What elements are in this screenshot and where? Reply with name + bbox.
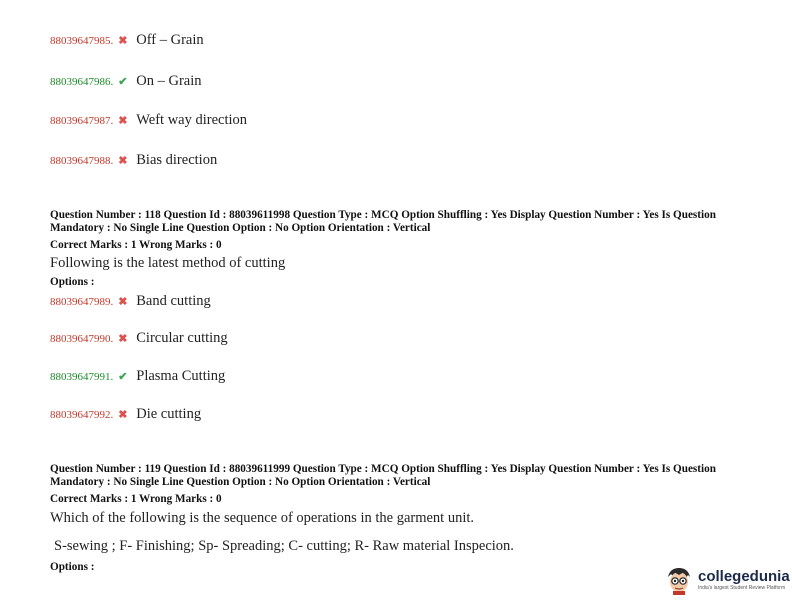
question-text: Which of the following is the sequence of operations in the garment unit. (50, 510, 475, 526)
options-label: Options : (50, 561, 95, 573)
question-text: Following is the latest method of cutting (50, 255, 286, 271)
option-row (50, 293, 211, 310)
option-text: On – Grain (136, 73, 202, 89)
option-text: Off – Grain (136, 32, 204, 48)
option-id: 88039647986. (50, 76, 114, 88)
option-text: Plasma Cutting (136, 368, 226, 384)
cross-icon: ✖ (118, 296, 128, 308)
check-icon: ✔ (118, 371, 128, 383)
option-id: 88039647985. (50, 35, 114, 47)
option-row (50, 32, 204, 49)
option-text: Weft way direction (136, 112, 248, 128)
question-header: Question Number : 118 Question Id : 88039611998 Question Type : MCQ Option Shuffling : Yes Display Question Number : Yes Is Question Mandatory : No Single Line Question Option : No Option Orientation : Vertical (50, 209, 716, 234)
option-row (50, 406, 201, 423)
option-text: Band cutting (136, 293, 211, 309)
option-row (50, 73, 202, 90)
question-marks: Correct Marks : 1 Wrong Marks : 0 (50, 493, 222, 505)
option-id: 88039647988. (50, 155, 114, 167)
option-id: 88039647991. (50, 371, 114, 383)
option-text: Die cutting (136, 406, 202, 422)
cross-icon: ✖ (118, 35, 128, 47)
mascot-icon (664, 565, 694, 595)
option-row (50, 368, 225, 385)
option-id: 88039647992. (50, 409, 114, 421)
option-text: Circular cutting (136, 330, 228, 346)
cross-icon: ✖ (118, 115, 128, 127)
option-id: 88039647987. (50, 115, 114, 127)
cross-icon: ✖ (118, 333, 128, 345)
option-id: 88039647989. (50, 296, 114, 308)
logo-name: collegedunia (698, 567, 790, 585)
option-row (50, 152, 217, 169)
cross-icon: ✖ (118, 155, 128, 167)
question-legend: S-sewing ; F- Finishing; Sp- Spreading; C- cutting; R- Raw material Inspecion. (54, 538, 514, 554)
check-icon: ✔ (118, 76, 128, 88)
option-text: Bias direction (136, 152, 218, 168)
options-label: Options : (50, 276, 95, 288)
option-row (50, 330, 228, 347)
collegedunia-logo (664, 560, 788, 600)
question-header: Question Number : 119 Question Id : 88039611999 Question Type : MCQ Option Shuffling : Yes Display Question Number : Yes Is Question Mandatory : No Single Line Question Option : No Option Orientation : Vertical (50, 463, 716, 488)
cross-icon: ✖ (118, 409, 128, 421)
logo-tagline: India's largest Student Review Platform (698, 584, 786, 591)
option-id: 88039647990. (50, 333, 114, 345)
question-marks: Correct Marks : 1 Wrong Marks : 0 (50, 239, 222, 251)
option-row (50, 112, 247, 129)
